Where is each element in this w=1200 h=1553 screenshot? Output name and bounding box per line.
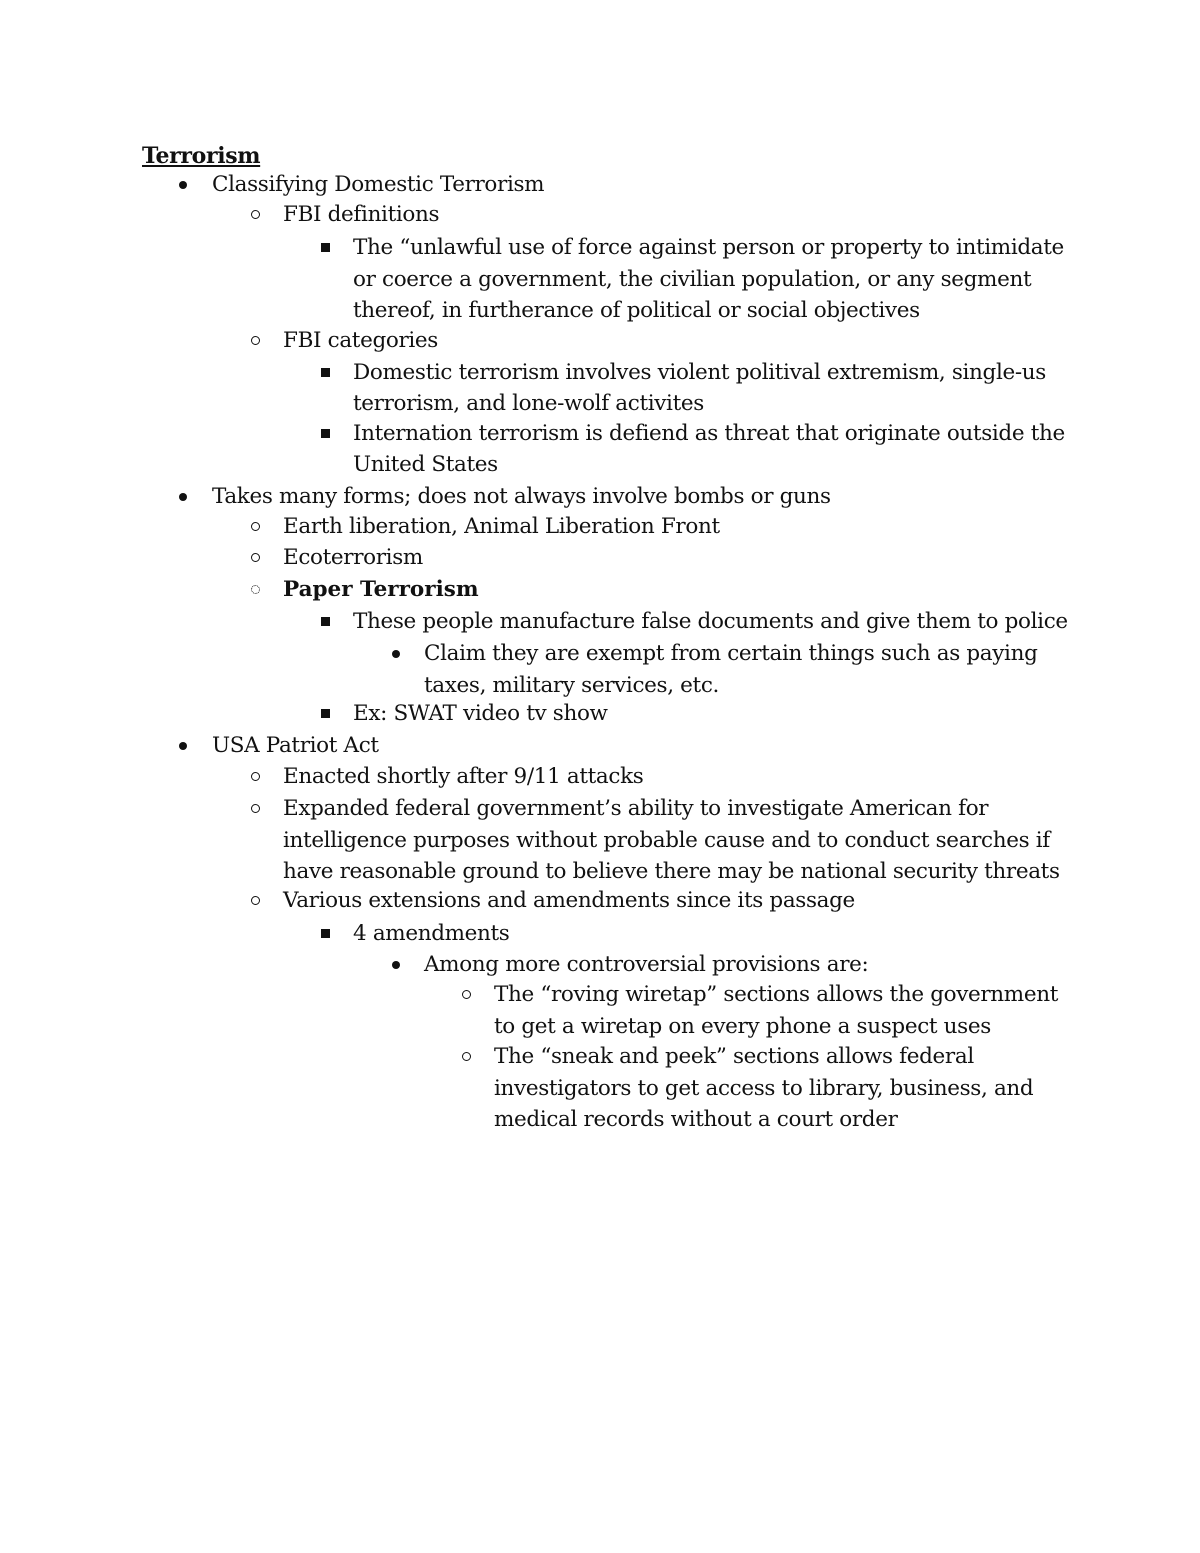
list-item-continuation: investigators to get access to library, business, and <box>494 1076 1034 1101</box>
list-item-continuation: have reasonable ground to believe there may be national security threats <box>283 859 1060 884</box>
bullet-circle-icon <box>459 1042 473 1072</box>
list-item: Various extensions and amendments since its passage <box>283 888 855 913</box>
bullet-square-icon <box>318 233 332 263</box>
bullet-disc-icon <box>389 950 403 980</box>
list-item-emphasis: Paper Terrorism <box>283 577 479 602</box>
list-item-continuation: intelligence purposes without probable cause and to conduct searches if <box>283 828 1050 853</box>
list-item: FBI categories <box>283 328 438 353</box>
bullet-circle-icon <box>248 762 262 792</box>
bullet-disc-icon <box>176 170 190 200</box>
bullet-square-icon <box>318 607 332 637</box>
list-item: The “roving wiretap” sections allows the government <box>494 982 1059 1007</box>
list-item: Claim they are exempt from certain things such as paying <box>424 641 1038 666</box>
bullet-circle-icon <box>248 794 262 824</box>
bullet-circle-icon <box>248 326 262 356</box>
bullet-square-icon <box>318 919 332 949</box>
list-item-continuation: taxes, military services, etc. <box>424 673 720 698</box>
bullet-circle-icon <box>248 512 262 542</box>
list-item-continuation: or coerce a government, the civilian population, or any segment <box>353 267 1032 292</box>
list-item: Domestic terrorism involves violent politival extremism, single-us <box>353 360 1046 385</box>
list-item: Internation terrorism is defiend as threat that originate outside the <box>353 421 1065 446</box>
list-item: Among more controversial provisions are: <box>424 952 869 977</box>
list-item: Expanded federal government’s ability to investigate American for <box>283 796 989 821</box>
list-item: The “sneak and peek” sections allows federal <box>494 1044 974 1069</box>
list-item: These people manufacture false documents and give them to police <box>353 609 1068 634</box>
page-title: Terrorism <box>142 143 261 169</box>
bullet-circle-icon <box>248 543 262 573</box>
bullet-disc-icon <box>176 482 190 512</box>
bullet-circle-icon <box>248 200 262 230</box>
bullet-circle-icon <box>248 886 262 916</box>
bullet-circle-icon <box>248 575 262 605</box>
bullet-square-icon <box>318 358 332 388</box>
bullet-square-icon <box>318 419 332 449</box>
bullet-square-icon <box>318 699 332 729</box>
list-item-continuation: United States <box>353 452 498 477</box>
list-item: FBI definitions <box>283 202 440 227</box>
list-item: Classifying Domestic Terrorism <box>212 172 545 197</box>
list-item-continuation: to get a wiretap on every phone a suspect uses <box>494 1014 991 1039</box>
list-item: USA Patriot Act <box>212 733 379 758</box>
list-item: The “unlawful use of force against person or property to intimidate <box>353 235 1064 260</box>
list-item: 4 amendments <box>353 921 510 946</box>
list-item: Takes many forms; does not always involve bombs or guns <box>212 484 831 509</box>
list-item-continuation: thereof, in furtherance of political or social objectives <box>353 298 920 323</box>
list-item: Earth liberation, Animal Liberation Front <box>283 514 720 539</box>
list-item: Enacted shortly after 9/11 attacks <box>283 764 644 789</box>
list-item-continuation: terrorism, and lone-wolf activites <box>353 391 704 416</box>
bullet-disc-icon <box>176 731 190 761</box>
bullet-circle-icon <box>459 980 473 1010</box>
bullet-disc-icon <box>389 639 403 669</box>
list-item: Ex: SWAT video tv show <box>353 701 608 726</box>
list-item: Ecoterrorism <box>283 545 423 570</box>
list-item-continuation: medical records without a court order <box>494 1107 898 1132</box>
